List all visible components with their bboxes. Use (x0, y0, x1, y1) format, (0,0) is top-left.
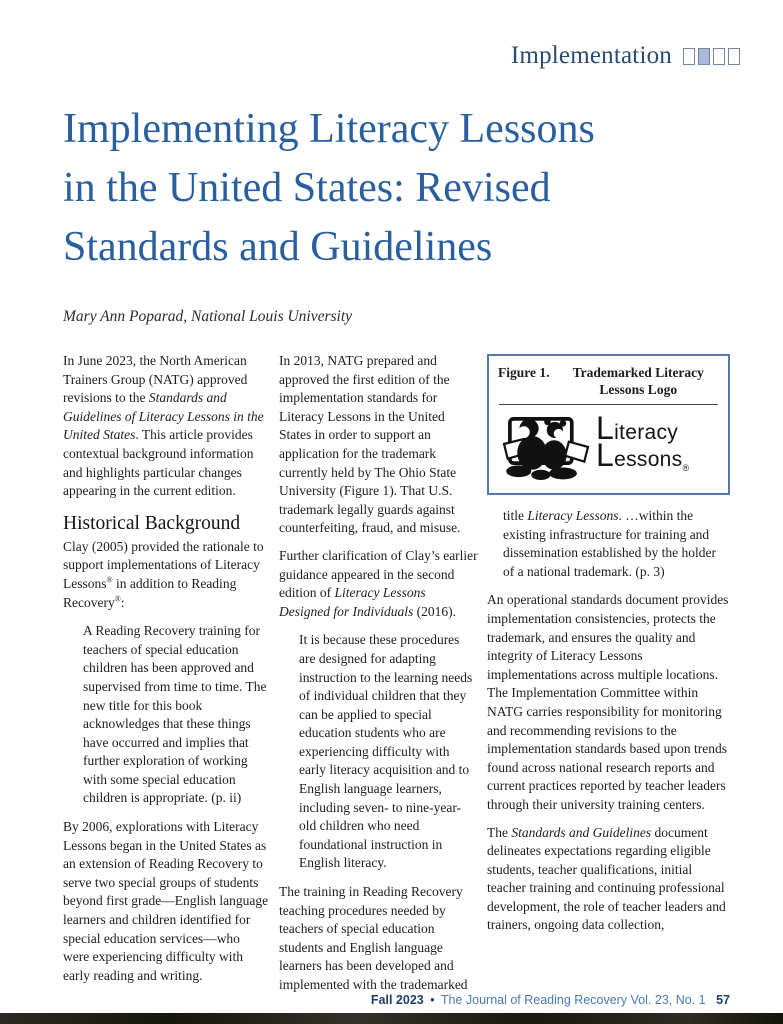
section-square (728, 48, 740, 65)
column-1 (63, 352, 269, 1000)
scan-edge-band (0, 1013, 783, 1024)
column-2 (279, 352, 479, 1000)
paragraph-standards-guidelines: The Standards and Guidelines document delineates expectations regarding eligible students, teacher qualifications, initial teacher training and continuing professional development, the role of teacher leaders and trainers, ongoing data collection, (487, 824, 726, 933)
paragraph-clay-rationale: Clay (2005) provided the rationale to support implementations of Literacy Lessons® in addition to Reading Recovery®: (63, 538, 264, 610)
article-title-line3: Standards and Guidelines (63, 224, 493, 270)
section-label: Implementation (510, 42, 672, 69)
block-quote-clay: A Reading Recovery training for teachers of special education children has been approved and supervised from time to time. The new title for this book acknowledges that these things have occurred and implies that further exploration of working with some special education children is appropriate. (p. ii) (83, 623, 267, 806)
intro-paragraph: In June 2023, the North American Trainers Group (NATG) approved revisions to the Standards and Guidelines of Literacy Lessons in the United States. This article provides contextual background information and highlights particular changes appearing in the current edition. (63, 353, 264, 499)
article-title-line1: Implementing Literacy Lessons (63, 106, 595, 152)
footer-issue: Fall 2023 (370, 993, 424, 1007)
section-progress-squares (683, 48, 740, 65)
paragraph-operational-standards: An operational standards document provides implementation consistencies, protects the trademark, and ensures the quality and integrity of Literacy Lessons implementations across multiple locations. The Implementation Committee within NATG carries responsibility for monitoring and recommending revisions to the implementation standards based upon trends found across national research reports and current practices reported by teacher leaders through their university training centers. (487, 592, 729, 812)
logo-word-lessons (596, 437, 690, 479)
logo-wordmark (596, 410, 690, 479)
figure-caption-rule (499, 404, 718, 405)
footer-page-number: 57 (716, 993, 730, 1007)
block-quote-procedures: It is because these procedures are designed for adapting instruction to the learning needs of individual children that they can be applied to special education students who are experiencing difficulty with early literacy acquisition and to English language learners, including seven- to nine-year-old children who need foundational instruction in English literacy. (299, 632, 473, 871)
paragraph-training: The training in Reading Recovery teaching procedures needed by teachers of special education students and English language learners has been developed and implemented with the trademarked (279, 884, 468, 992)
literacy-lessons-logo (498, 410, 719, 483)
logo-word-literacy: Literacy (596, 410, 679, 446)
footer-separator: • (430, 993, 435, 1007)
paragraph-further-clarification: Further clarification of Clay’s earlier guidance appeared in the second edition of Literacy Lessons Designed for Individuals (2016). (279, 547, 478, 619)
figure-label: Figure 1. (498, 365, 550, 380)
section-square (683, 48, 695, 65)
paragraph-in-2013: In 2013, NATG prepared and approved the first edition of the implementation standards for Literacy Lessons in the United States in order to support an application for the trademark currently held by The Ohio State University (Figure 1). That U.S. trademark legally guards against counterfeiting, fraud, and misuse. (279, 353, 461, 536)
logo-word-lessons-text: Lessons (596, 437, 683, 473)
registered-mark: ® (682, 463, 690, 473)
children-reading-icon (498, 413, 594, 483)
section-square (713, 48, 725, 65)
section-header (511, 42, 740, 70)
figure-1-box (487, 354, 730, 495)
block-quote-continuation: title Literacy Lessons. …within the existing infrastructure for training and dissemination established by the holder of a national trademark. (p. 3) (503, 508, 716, 579)
footer-journal: The Journal of Reading Recovery Vol. 23, No. 1 (440, 993, 706, 1007)
article-title (63, 100, 595, 277)
page-footer (371, 993, 730, 1007)
section-square (698, 48, 710, 65)
paragraph-by-2006: By 2006, explorations with Literacy Lessons began in the United States as an extension of Reading Recovery to serve two special groups of students beyond first grade—English language learners and children identified for special education services—who were experiencing difficulty with early reading and writing. (63, 819, 269, 983)
article-title-line2: in the United States: Revised (63, 165, 551, 211)
author-byline: Mary Ann Poparad, National Louis University (63, 308, 353, 325)
figure-caption (498, 364, 719, 398)
column-3 (487, 352, 730, 1000)
section-heading-historical-background: Historical Background (63, 512, 241, 534)
article-columns (63, 352, 730, 1000)
figure-title: Trademarked Literacy Lessons Logo (572, 365, 704, 397)
